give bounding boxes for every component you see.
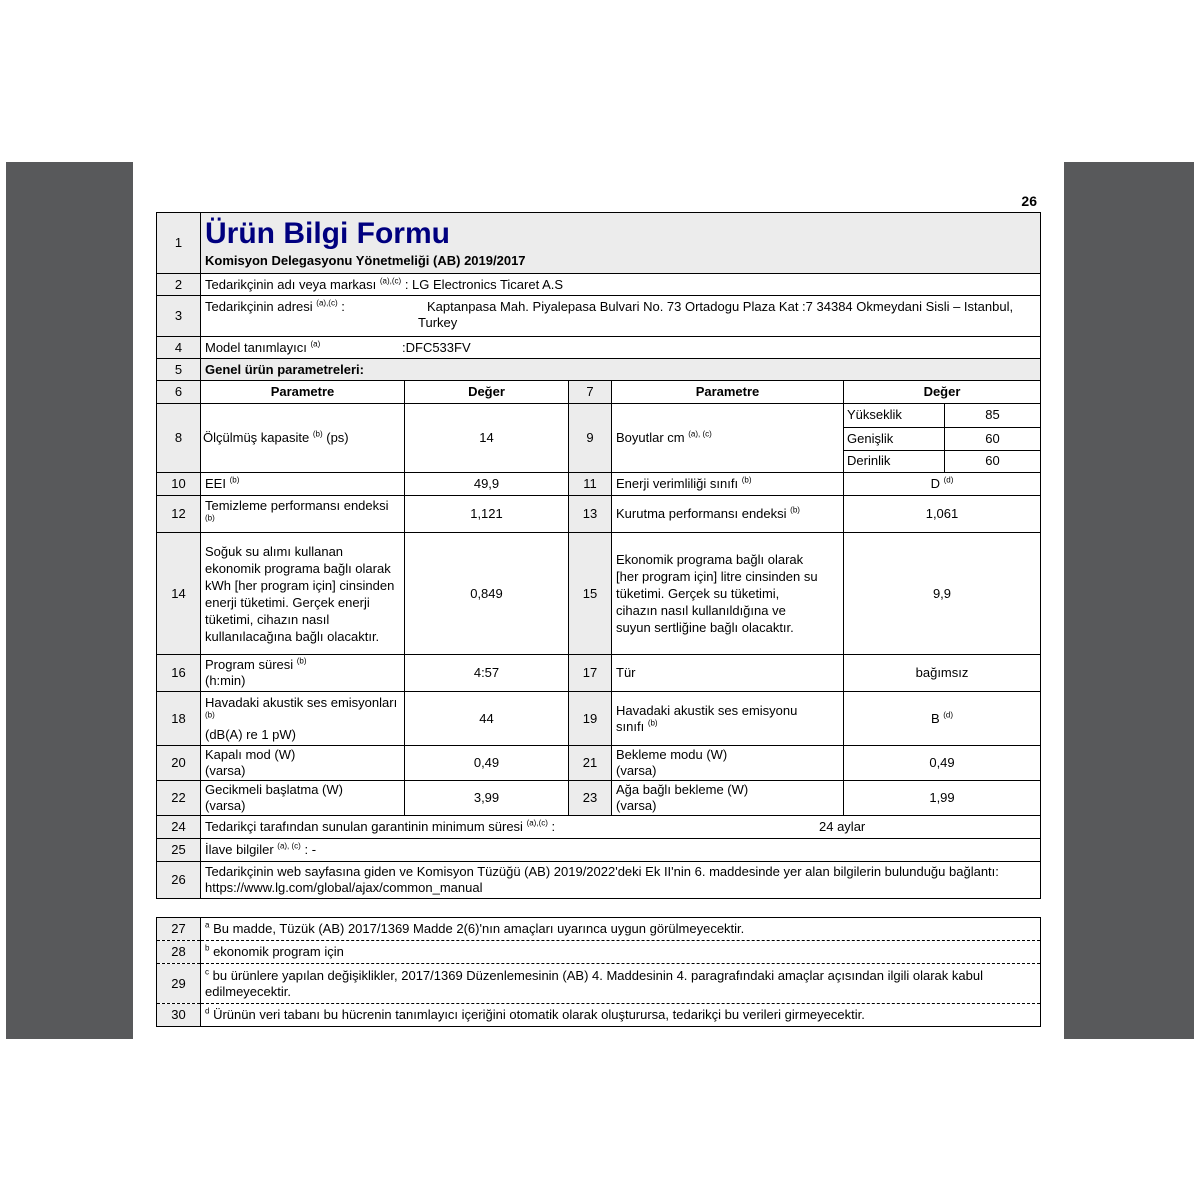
depth-label: Derinlik: [844, 450, 945, 472]
warranty-label: Tedarikçi tarafından sunulan garantinin minimum süresi: [205, 819, 523, 834]
delay-value: 3,99: [405, 781, 569, 816]
noise-class-label: Havadaki akustik ses emisyonu sınıfı: [616, 702, 798, 734]
row-number: 4: [157, 337, 201, 359]
type-value: bağımsız: [844, 655, 1041, 692]
footnote-marker: (b): [790, 505, 800, 515]
left-gray-margin: [6, 162, 133, 1039]
width-label: Genişlik: [844, 427, 945, 450]
table-row: [157, 655, 1041, 692]
row-number: 22: [157, 781, 201, 816]
footnotes-table: [156, 917, 1041, 1027]
supplier-name-value: : LG Electronics Ticaret A.S: [404, 276, 564, 292]
footnote-marker: (a), (c): [277, 841, 301, 851]
row-number: 19: [569, 692, 612, 746]
footnote-marker: (a), (c): [688, 429, 712, 439]
table-row: [157, 359, 1041, 381]
footnote-marker: (b): [312, 429, 323, 439]
height-label: Yükseklik: [844, 404, 945, 427]
table-row: [157, 941, 1041, 964]
row-number: 16: [157, 655, 201, 692]
footnote-text: Ürünün veri tabanı bu hücrenin tanımlayıcı içeriğini otomatik olarak oluşturursa, tedarikçi bu verileri girmeyecektir.: [213, 1007, 865, 1022]
website-link-text: Tedarikçinin web sayfasına giden ve Komisyon Tüzüğü (AB) 2019/2022'deki Ek II'nin 6. maddesinde yer alan bilgilerin bulunduğu bağlantı: https://www.lg.com/global/ajax/common_manual: [201, 862, 1041, 899]
standby-extra: (varsa): [616, 763, 657, 778]
row-number: 24: [157, 816, 201, 839]
table-row: [157, 296, 1041, 337]
footnote-text: bu ürünlere yapılan değişiklikler, 2017/1369 Düzenlemesinin (AB) 4. Maddesinin 4. paragrafındaki amaçlar açısından ilgili olarak kabul edilmeyecektir.: [205, 967, 983, 999]
noise-value: 44: [405, 692, 569, 746]
drying-label: Kurutma performansı endeksi: [616, 506, 787, 521]
supplier-address-label: Tedarikçinin adresi: [205, 299, 313, 314]
footnote-marker: (a),(c): [379, 276, 402, 286]
table-row: [157, 404, 1041, 473]
type-label: Tür: [612, 655, 844, 692]
footnote-b: [201, 941, 1041, 964]
energy-class-value: D: [930, 476, 940, 491]
additional-info-cell: [201, 839, 1041, 862]
table-row: [157, 692, 1041, 746]
table-row: [157, 381, 1041, 404]
additional-info-value: : -: [304, 842, 317, 857]
energy-consumption-value: 0,849: [405, 533, 569, 655]
footnote-marker: d: [205, 1006, 210, 1016]
footnote-marker: a: [205, 920, 210, 930]
depth-value: 60: [945, 450, 1041, 472]
column-header-value: Değer: [405, 381, 569, 404]
model-value: :DFC533FV: [402, 339, 471, 355]
footnote-text: Bu madde, Tüzük (AB) 2017/1369 Madde 2(6)'nın amaçları uyarınca uygun görülmeyecektir.: [213, 921, 745, 936]
table-row: [157, 781, 1041, 816]
delay-extra: (varsa): [205, 798, 246, 813]
product-info-table: [156, 212, 1041, 899]
row-number: 11: [569, 473, 612, 496]
capacity-label: Ölçülmüş kapasite: [203, 430, 310, 445]
footnote-c: [201, 964, 1041, 1004]
noise-class-cell: [844, 692, 1041, 746]
warranty-colon: :: [551, 819, 556, 834]
energy-class-label-cell: [612, 473, 844, 496]
row-number: 8: [157, 404, 201, 473]
delay-label: Gecikmeli başlatma (W): [205, 782, 343, 797]
row-number: 28: [157, 941, 201, 964]
row-number: 29: [157, 964, 201, 1004]
width-value: 60: [945, 427, 1041, 450]
row-number: 30: [157, 1004, 201, 1027]
energy-class-label: Enerji verimliliği sınıfı: [616, 476, 739, 491]
row-number: 7: [569, 381, 612, 404]
table-row: [157, 337, 1041, 359]
row-number: 17: [569, 655, 612, 692]
column-header-parameter: Parametre: [201, 381, 405, 404]
capacity-value: 14: [405, 404, 569, 473]
energy-consumption-label: Soğuk su alımı kullanan ekonomik programa bağlı olarak kWh [her program için] cinsinden enerji tüketimi. Gerçek enerji tüketimi, cihazın nasıl kullanılacağına bağlı olacaktır.: [201, 533, 405, 655]
table-row: [157, 274, 1041, 296]
column-header-value: Değer: [844, 381, 1041, 404]
eei-label: EEI: [205, 476, 226, 491]
table-row: [157, 862, 1041, 899]
program-value: 4:57: [405, 655, 569, 692]
water-consumption-value: 9,9: [844, 533, 1041, 655]
cleaning-value: 1,121: [405, 496, 569, 533]
supplier-name-label: Tedarikçinin adı veya markası: [205, 276, 377, 292]
drying-label-cell: [612, 496, 844, 533]
footnote-marker: (b): [647, 718, 658, 728]
header-cell: [201, 213, 1041, 274]
page-number: 26: [1021, 193, 1037, 209]
table-row: [157, 816, 1041, 839]
footnote-marker: (b): [741, 475, 752, 485]
table-row: [157, 213, 1041, 274]
footnote-marker: (a),(c): [526, 818, 548, 828]
eei-value: 49,9: [405, 473, 569, 496]
row-number: 10: [157, 473, 201, 496]
water-consumption-label: Ekonomik programa bağlı olarak [her program için] litre cinsinden su tüketimi. Gerçek su tüketimi, cihazın nasıl kullanıldığına ve suyun sertliğine bağlı olacaktır.: [612, 533, 844, 655]
row-number: 2: [157, 274, 201, 296]
standby-label-cell: [612, 746, 844, 781]
column-header-parameter: Parametre: [612, 381, 844, 404]
row-number: 1: [157, 213, 201, 274]
supplier-address-cell: [201, 296, 1041, 337]
row-number: 13: [569, 496, 612, 533]
table-row: [157, 918, 1041, 941]
table-row: [157, 839, 1041, 862]
footnote-a: [201, 918, 1041, 941]
eei-label-cell: [201, 473, 405, 496]
footnote-marker: (d): [943, 475, 954, 485]
off-mode-extra: (varsa): [205, 763, 246, 778]
additional-info-label: İlave bilgiler: [205, 842, 274, 857]
row-number: 27: [157, 918, 201, 941]
model-label: Model tanımlayıcı: [205, 339, 307, 355]
dimensions-values-cell: [844, 404, 1041, 473]
row-number: 15: [569, 533, 612, 655]
model-cell: [201, 337, 1041, 359]
row-number: 20: [157, 746, 201, 781]
warranty-cell: [201, 816, 1041, 839]
noise-label: Havadaki akustik ses emisyonları: [205, 694, 398, 710]
warranty-value: 24 aylar: [819, 819, 866, 834]
footnote-marker: (a): [310, 339, 321, 349]
supplier-address-colon: :: [341, 299, 345, 314]
footnote-marker: (a),(c): [316, 298, 338, 308]
supplier-address-value: Kaptanpasa Mah. Piyalepasa Bulvari No. 73 Ortadogu Plaza Kat :7 34384 Okmeydani Sisli – Istanbul, Turkey: [418, 299, 1014, 330]
dimensions-subtable: [844, 404, 1040, 472]
capacity-label-cell: [201, 404, 405, 473]
table-row: [157, 1004, 1041, 1027]
height-value: 85: [945, 404, 1041, 427]
footnote-marker: b: [205, 943, 210, 953]
row-number: 21: [569, 746, 612, 781]
off-mode-label-cell: [201, 746, 405, 781]
footnote-marker: (b): [205, 513, 215, 523]
dimensions-label: Boyutlar cm: [616, 430, 685, 445]
capacity-unit: (ps): [326, 430, 349, 445]
network-standby-label: Ağa bağlı bekleme (W): [616, 782, 749, 797]
table-row: [157, 533, 1041, 655]
network-standby-label-cell: [612, 781, 844, 816]
footnote-marker: (b): [296, 656, 307, 666]
footnote-marker: (b): [205, 710, 215, 720]
footnote-marker: (d): [943, 710, 954, 720]
standby-value: 0,49: [844, 746, 1041, 781]
row-number: 18: [157, 692, 201, 746]
footnote-marker: (b): [229, 475, 240, 485]
right-gray-margin: [1064, 162, 1194, 1039]
program-unit: (h:min): [205, 673, 246, 688]
row-number: 6: [157, 381, 201, 404]
row-number: 14: [157, 533, 201, 655]
noise-class-label-cell: [612, 692, 844, 746]
footnote-d: [201, 1004, 1041, 1027]
standby-label: Bekleme modu (W): [616, 747, 728, 762]
cleaning-label-cell: [201, 496, 405, 533]
page-title: Ürün Bilgi Formu: [205, 217, 450, 250]
row-number: 3: [157, 296, 201, 337]
page-subtitle: Komisyon Delegasyonu Yönetmeliği (AB) 2019/2017: [205, 253, 526, 268]
table-row: [157, 964, 1041, 1004]
noise-label-cell: [201, 692, 405, 746]
table-row: [157, 746, 1041, 781]
off-mode-label: Kapalı mod (W): [205, 747, 296, 762]
dimensions-label-cell: [612, 404, 844, 473]
program-label: Program süresi: [205, 657, 294, 672]
row-number: 23: [569, 781, 612, 816]
table-row: [157, 473, 1041, 496]
drying-value: 1,061: [844, 496, 1041, 533]
row-number: 5: [157, 359, 201, 381]
energy-class-cell: [844, 473, 1041, 496]
noise-class-value: B: [930, 710, 940, 726]
row-number: 9: [569, 404, 612, 473]
row-number: 12: [157, 496, 201, 533]
noise-unit: (dB(A) re 1 pW): [205, 726, 297, 742]
off-mode-value: 0,49: [405, 746, 569, 781]
cleaning-label: Temizleme performansı endeksi: [205, 498, 389, 513]
footnote-marker: c: [205, 967, 209, 977]
general-params-heading: Genel ürün parametreleri:: [201, 359, 1041, 381]
network-standby-extra: (varsa): [616, 798, 657, 813]
delay-label-cell: [201, 781, 405, 816]
program-label-cell: [201, 655, 405, 692]
network-standby-value: 1,99: [844, 781, 1041, 816]
row-number: 26: [157, 862, 201, 899]
footnote-text: ekonomik program için: [213, 944, 344, 959]
table-row: [157, 496, 1041, 533]
supplier-name-cell: [201, 274, 1041, 296]
row-number: 25: [157, 839, 201, 862]
